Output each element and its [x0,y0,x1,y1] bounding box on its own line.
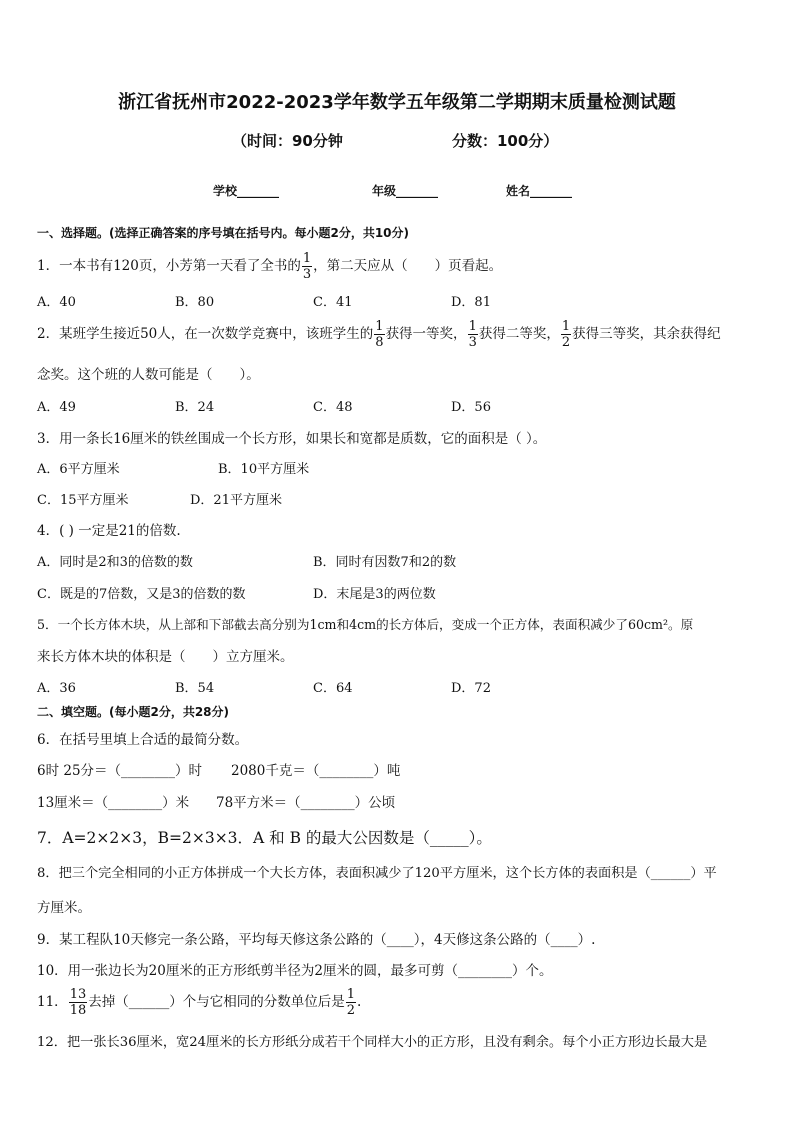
exam-time: （时间：90分钟 [232,132,343,150]
section-heading-choice: 一、选择题。(选择正确答案的序号填在括号内。每小题2分，共10分) [37,226,410,240]
blank-row[interactable]: 13厘米＝（________）米 [37,795,190,811]
question-text: 去掉（______）个与它相同的分数单位后是 [88,994,345,1010]
option-a[interactable]: A．36 [37,681,76,696]
fraction: $\frac{1}{3}$ [468,319,477,350]
fraction: $\frac{13}{18}$ [69,987,87,1018]
blank-row[interactable]: 2080千克＝（________）吨 [231,763,401,779]
exam-score: 分数：100分） [452,132,559,150]
question-1 [37,252,502,281]
question-8-line2: 方厘米。 [37,900,91,916]
page-title: 浙江省抚州市2022-2023学年数学五年级第二学期期末质量检测试题 [118,92,676,113]
option-a[interactable]: A．6平方厘米 [37,462,120,477]
question-10: 10．用一张边长为20厘米的正方形纸剪半径为2厘米的圆，最多可剪（________）个。 [37,963,553,979]
fraction: $\frac{1}{2}$ [346,987,356,1018]
question-5-line2: 来长方体木块的体积是（ ）立方厘米。 [37,649,294,665]
blank-row[interactable]: 6时 25分＝（________）时 [37,763,203,779]
question-6: 6．在括号里填上合适的最简分数。 [37,732,249,748]
question-text: 2．某班学生接近50人，在一次数学竞赛中，该班学生的 [37,326,374,342]
option-d[interactable]: D．末尾是3的两位数 [313,587,436,602]
option-c[interactable]: C．41 [313,295,353,310]
name-field[interactable]: 姓名_______ [506,184,573,198]
option-d[interactable]: D．81 [451,295,491,310]
question-7: 7．A=2×2×3，B=2×3×3．A 和 B 的最大公因数是（_____）。 [37,829,492,847]
option-b[interactable]: B．10平方厘米 [218,462,310,477]
school-field[interactable]: 学校_______ [213,184,280,198]
fraction: $\frac{1}{8}$ [375,319,384,350]
option-c[interactable]: C．48 [313,400,353,415]
question-text: 获得二等奖， [478,326,560,342]
question-5: 5．一个长方体木块，从上部和下部截去高分别为1cm和4cm的长方体后，变成一个正方体，表面积减少了60cm²。原 [37,617,694,632]
grade-field[interactable]: 年级_______ [372,184,439,198]
fraction: $\frac{1}{3}$ [302,251,312,282]
section-heading-fill: 二、填空题。(每小题2分，共28分) [37,705,230,719]
option-b[interactable]: B．80 [175,295,215,310]
option-c[interactable]: C．64 [313,681,353,696]
option-c[interactable]: C．15平方厘米 [37,493,129,508]
question-2 [37,320,721,349]
option-a[interactable]: A．同时是2和3的倍数的数 [37,555,193,570]
question-3: 3．用一条长16厘米的铁丝围成一个长方形，如果长和宽都是质数，它的面积是（ ）。 [37,431,547,447]
question-2-line2: 念奖。这个班的人数可能是（ ）。 [37,367,260,383]
fraction: $\frac{1}{2}$ [561,319,571,350]
option-d[interactable]: D．56 [451,400,491,415]
option-b[interactable]: B．同时有因数7和2的数 [313,555,457,570]
option-b[interactable]: B．24 [175,400,215,415]
option-d[interactable]: D．21平方厘米 [190,493,282,508]
option-d[interactable]: D．72 [451,681,491,696]
option-a[interactable]: A．40 [37,295,76,310]
blank-row[interactable]: 78平方米＝（________）公顷 [216,795,396,811]
question-8: 8．把三个完全相同的小正方体拼成一个大长方体，表面积减少了120平方厘米，这个长方体的表面积是（______）平 [37,866,717,881]
question-text: 11． [37,994,68,1010]
question-4: 4．( ) 一定是21的倍数. [37,523,181,539]
question-text: 1．一本书有120页，小芳第一天看了全书的 [37,258,301,274]
option-a[interactable]: A．49 [37,400,76,415]
option-b[interactable]: B．54 [175,681,215,696]
question-11 [37,988,361,1017]
question-12: 12．把一张长36厘米，宽24厘米的长方形纸分成若干个同样大小的正方形，且没有剩余。每个小正方形边长最大是 [37,1035,708,1050]
option-c[interactable]: C．既是的7倍数，又是3的倍数的数 [37,587,246,602]
question-text: ，第二天应从（ ）页看起。 [313,258,503,274]
question-9: 9．某工程队10天修完一条公路，平均每天修这条公路的（____），4天修这条公路的（____）. [37,932,596,948]
question-text: 获得三等奖，其余获得纪 [572,326,721,342]
question-text: . [357,994,362,1010]
question-text: 获得一等奖， [385,326,467,342]
